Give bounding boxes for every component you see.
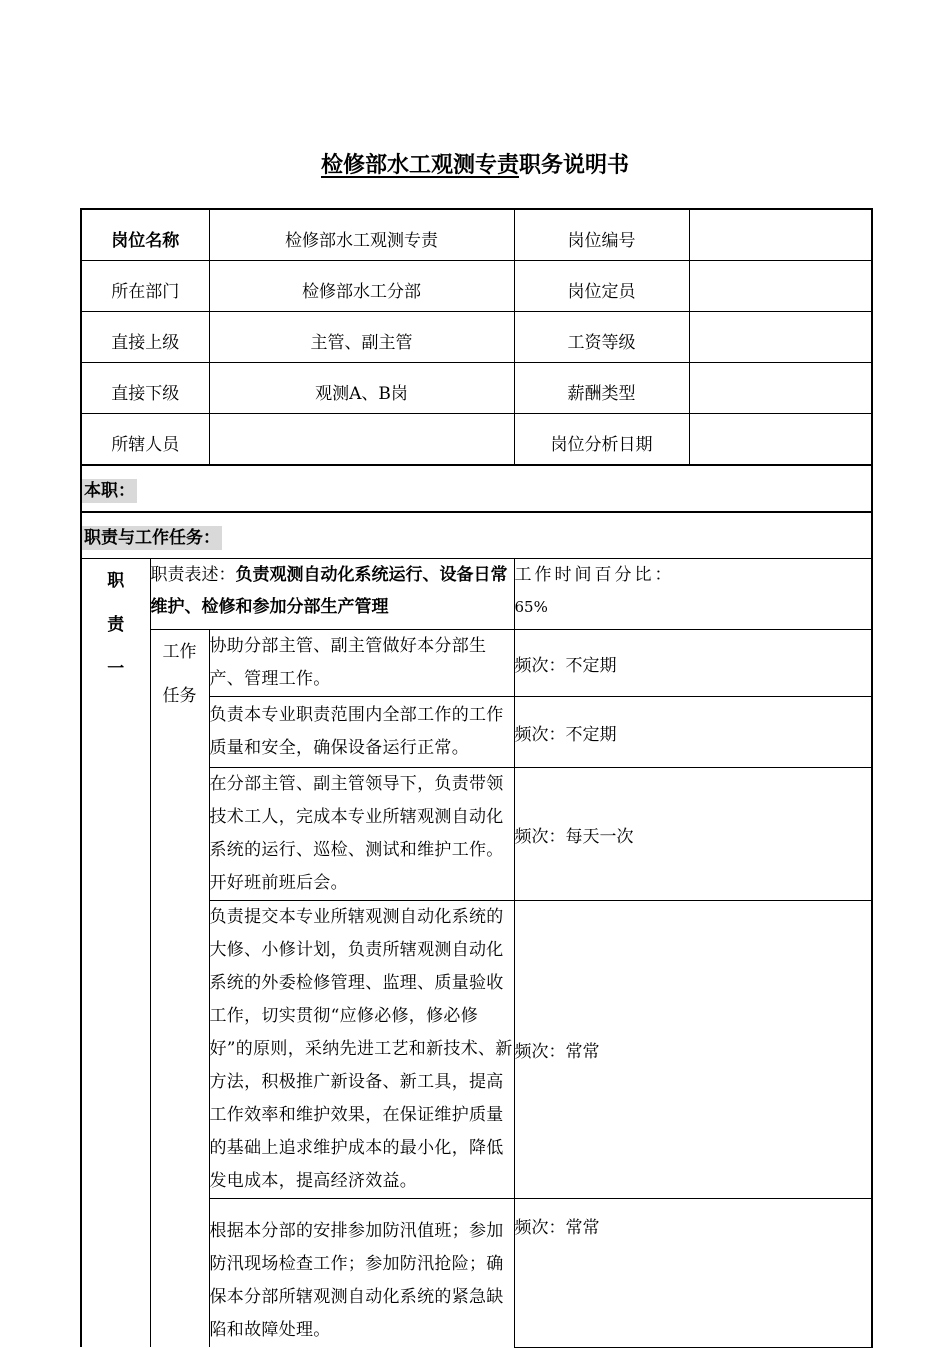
value-staffing — [689, 261, 872, 312]
time-percentage-label: 工作时间百分比： — [514, 565, 675, 585]
duty-one-description-row — [81, 559, 872, 630]
duty-one-side-label — [81, 559, 150, 1348]
task-frequency: 频次：常常 — [514, 901, 872, 1199]
info-row-superior — [81, 312, 872, 363]
label-department: 所在部门 — [81, 261, 209, 312]
label-staffing: 岗位定员 — [514, 261, 689, 312]
info-row-department — [81, 261, 872, 312]
task-side-label — [150, 630, 209, 1348]
title-underlined-part: 检修部水工观测专责 — [320, 153, 519, 178]
value-superior: 主管、副主管 — [209, 312, 514, 363]
section-duty-label: 本职： — [84, 481, 135, 501]
label-staff: 所辖人员 — [81, 414, 209, 466]
task-text: 在分部主管、副主管领导下，负责带领技术工人，完成本专业所辖观测自动化系统的运行、巡检、测试和维护工作。开好班前班后会。 — [209, 768, 514, 901]
label-subordinate: 直接下级 — [81, 363, 209, 414]
task-text: 负责提交本专业所辖观测自动化系统的大修、小修计划，负责所辖观测自动化系统的外委检修管理、监理、质量验收工作，切实贯彻“应修必修，修必修好”的原则，采纳先进工艺和新技术、新方法，积极推广新设备、新工具，提高工作效率和维护效果，在保证维护质量的基础上追求维护成本的最小化，降低发电成本，提高经济效益。 — [209, 901, 514, 1199]
duty-side-char-2: 责 — [107, 615, 125, 635]
task-side-line-2: 任务 — [162, 686, 197, 706]
time-percentage-value: 65% — [514, 598, 548, 616]
value-post-name: 检修部水工观测专责 — [209, 209, 514, 261]
label-salary-grade: 工资等级 — [514, 312, 689, 363]
label-post-name: 岗位名称 — [81, 209, 209, 261]
label-pay-type: 薪酬类型 — [514, 363, 689, 414]
duty-side-char-3: 一 — [107, 659, 125, 679]
label-superior: 直接上级 — [81, 312, 209, 363]
duty-desc-text: 负责观测自动化系统运行、设备日常维护、检修和参加分部生产管理 — [150, 565, 508, 617]
value-subordinate: 观测A、B岗 — [209, 363, 514, 414]
info-row-subordinate — [81, 363, 872, 414]
task-frequency: 频次：每天一次 — [514, 768, 872, 901]
task-frequency: 频次：不定期 — [514, 697, 872, 768]
title-rest-part: 职务说明书 — [519, 153, 630, 178]
value-analysis-date — [689, 414, 872, 466]
info-row-post-name — [81, 209, 872, 261]
duty-desc-prefix: 职责表述： — [150, 565, 236, 585]
duty-side-char-1: 职 — [107, 571, 125, 591]
task-row — [81, 630, 872, 697]
value-pay-type — [689, 363, 872, 414]
task-text: 负责本专业职责范围内全部工作的工作质量和安全，确保设备运行正常。 — [209, 697, 514, 768]
section-responsibilities-label: 职责与工作任务： — [84, 528, 220, 548]
info-row-staff — [81, 414, 872, 466]
job-description-table — [80, 208, 873, 1348]
task-frequency: 频次：常常 — [514, 1199, 872, 1348]
value-post-number — [689, 209, 872, 261]
value-staff — [209, 414, 514, 466]
task-side-line-1: 工作 — [162, 642, 197, 662]
duty-one-description — [150, 559, 514, 630]
document-title — [0, 148, 950, 179]
value-salary-grade — [689, 312, 872, 363]
section-responsibilities-row — [81, 512, 872, 559]
value-department: 检修部水工分部 — [209, 261, 514, 312]
duty-one-time-percentage — [514, 559, 872, 630]
label-analysis-date: 岗位分析日期 — [514, 414, 689, 466]
task-text: 根据本分部的安排参加防汛值班；参加防汛现场检查工作；参加防汛抢险；确保本分部所辖观测自动化系统的紧急缺陷和故障处理。 — [209, 1199, 514, 1348]
section-duty-row — [81, 465, 872, 512]
task-frequency: 频次：不定期 — [514, 630, 872, 697]
task-text: 协助分部主管、副主管做好本分部生产、管理工作。 — [209, 630, 514, 697]
label-post-number: 岗位编号 — [514, 209, 689, 261]
